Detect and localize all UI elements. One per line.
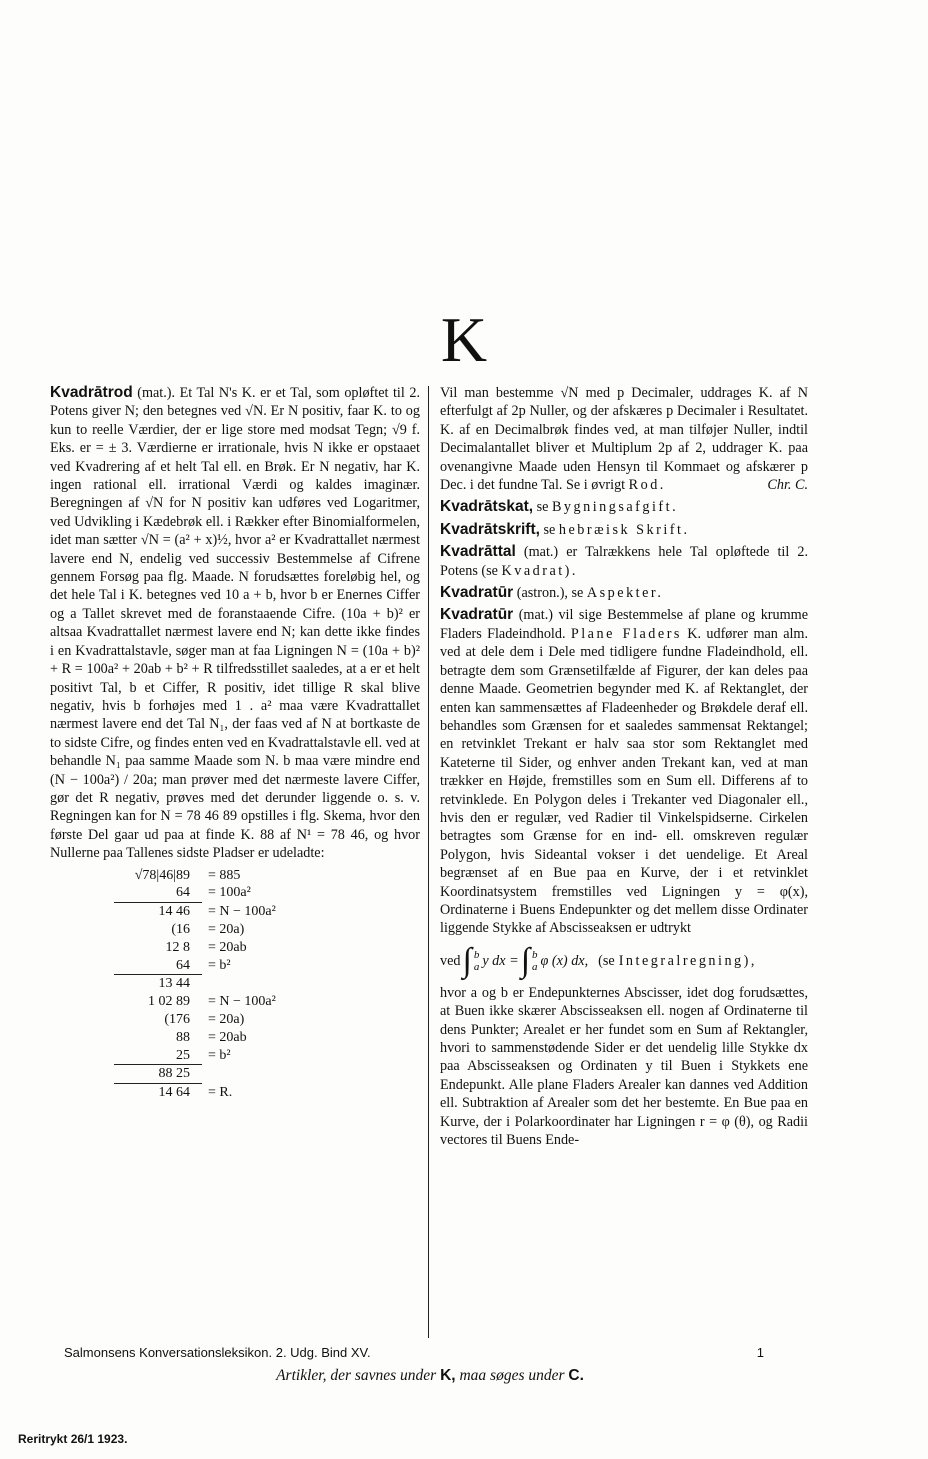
- headword: Kvadrātskat,: [440, 498, 534, 516]
- scheme-number: 88: [176, 1029, 190, 1045]
- footer-source: [64, 1345, 764, 1361]
- article-kvadratskat: [440, 498, 808, 516]
- cross-reference: Plane Fladers: [570, 625, 682, 642]
- scheme-meaning: [202, 1065, 208, 1084]
- reprint-mark: Reritrykt 26/1 1923.: [18, 1432, 128, 1446]
- headword: Kvadratūr: [440, 584, 514, 602]
- formula-lhs: y dx =: [482, 952, 519, 969]
- column-divider: [428, 386, 429, 1338]
- scheme-row: [114, 1065, 420, 1084]
- headword: Kvadrātrod: [50, 384, 133, 401]
- cross-reference[interactable]: Aspekter.: [586, 585, 664, 602]
- scheme-row: [114, 957, 420, 976]
- scheme-number: 64: [114, 884, 202, 903]
- scheme-row: [114, 884, 420, 903]
- headword: Kvadrātskrift,: [440, 520, 540, 538]
- article-text: (mat.). Et Tal N's K. er et Tal, som opløftet til 2. Potens giver N; den betegnes ved √N. Er N positiv, faar K. to og kun to reelle Værdier, der er lige store med modsat Tegn; √9 f. Eks. er = ± 3. Værdierne er irrationale, hvis N ikke er opstaaet ved Kvadrering af et helt Tal ell. en Brøk. Er N negativ, har K. ingen rational ell. irrational Værdi og kaldes imaginær. Beregningen af √N for N positiv kan udføres ved Logaritmer, ved Udvikling i Kædebrøk ell. i Rækker efter Binomialformelen, idet man sætter √N = (a² + x)½, hvor a² er Kvadrattallet nærmest lavere end N, endelig ved successiv Bestemmelse af Cifrene gennem Forsøg paa flg. Maade. N forudsættes foreløbig hel, og det hele Tal i K. betegnes ved 10 a + b, hvor b er Enernes Ciffer og a Tallet skrevet med de foranstaaende Cifre. (10a + b)² er altsaa Kvadrattallet nærmest lavere end N; kan dette ikke findes i en Kvadrattalstavle, søger man at faa Ligningen N = (10a + b)² + R = 100a² + 20ab + b² + R tilfredsstillet saaledes, at a er et helt positivt Tal, b et Ciffer, R positiv, idet tillige R skal blive negativ, hvis b forhøjes med 1 . a² maa være Kvadrattallet nærmest lavere end det Tal N₁, der faas ved af N at bortkaste de to sidste Cifre, og findes enten ved en Kvadrattalstavle ell. ved at behandle N₁ paa samme Maade som N. b maa være mindre end (N − 100a²) / 20a; man prøver med det nærmeste lavere Ciffer, gør det R negativ, prøves med det derunder liggende o. s. v. Regningen kan for N = 78 46 89 opstilles i flg. Skema, hvor den første Del gaar ud paa at finde K. 88 af N¹ = 78 46, og hvor Nullerne paa Tallenes sidste Pladser er udeladte:: [50, 385, 420, 862]
- scheme-row: [114, 1029, 420, 1047]
- article-text: se: [539, 521, 556, 538]
- lower-limit: a: [473, 960, 480, 973]
- scheme-meaning: = b²: [208, 1047, 231, 1063]
- article-text: Vil man bestemme √N med p Decimaler, uddrages K. af N efterfulgt af 2p Nuller, og der afskæres p Decimaler i Resultatet. K. af en Decimalbrøk findes ved, at man tilføjer Nuller, indtil Decimalantallet bliver et Multiplum 2p af 2, uddrager K. paa ovenangivne Maade uden Hensyn til Kommaet og afskærer p Dec. i det fundne Tal. Se i øvrigt: [440, 385, 808, 494]
- note-letter: C.: [568, 1367, 584, 1384]
- cross-reference[interactable]: Kvadrat).: [501, 562, 578, 579]
- article-kvadrattal: [440, 543, 808, 580]
- footer-note: [0, 1366, 860, 1386]
- scheme-number: 13 44: [158, 976, 190, 992]
- scheme-meaning: [202, 975, 208, 993]
- article-kvadratur-astron: [440, 584, 808, 602]
- formula-text: ved: [440, 952, 461, 969]
- scheme-row: [114, 939, 420, 957]
- scheme-meaning: = N − 100a²: [208, 994, 276, 1010]
- article-text: (astron.), se: [513, 585, 584, 602]
- scheme-meaning: = 20ab: [208, 939, 247, 955]
- author-signature: Chr. C.: [767, 477, 808, 494]
- article-text: K. udfører man alm. ved at dele dem i Dele med tidligere fundne Fladeindhold, ell. betragte dem som Grænsetilfælde af Figurer, der kan deles paa denne Maade. Geometrien begynder med K. af Rektanglet, der enten kan sammensættes af Fladeenheder og Brøkdele deraf ell. behandles som Grænsen for et saaledes sammensat Rektangel; en retvinklet Trekant er halv saa stor som Rektanglet med Kateterne til Sider, og enhver anden Trekant kan, ved at man trækker en Højde, fremstilles som en Sum ell. Differens af to retvinklede. En Polygon deles i Trekanter ved Diagonaler ell., hvis den er regulær, ved Radier til Vinkelspidserne. Cirkelen betragtes som Grænse for en ind- ell. omskreven regulær Polygon, hvis Sideantal vokser i det uendelige. Et Areal begrænset af en Bue paa en Kurve, der i et retvinklet Koordinatsystem fremstilles ved Ligningen y = φ(x), Ordinaterne i Buens Endepunkter og det mellem disse Ordinater liggende Stykke af Abscisseaksen er udtrykt: [440, 625, 809, 937]
- scheme-number: 64: [114, 957, 202, 976]
- upper-limit: b: [532, 948, 538, 961]
- note-text: maa søges under: [459, 1367, 565, 1384]
- scheme-number: 1 02 89: [148, 994, 190, 1010]
- scheme-meaning: = b²: [208, 957, 231, 973]
- lower-limit: a: [532, 960, 538, 973]
- article-continuation: [440, 384, 808, 494]
- scheme-number: (16: [171, 921, 190, 937]
- scheme-meaning: = 885: [208, 867, 241, 883]
- scheme-meaning: = N − 100a²: [208, 904, 276, 920]
- article-text: (mat.) vil sige Bestemmelse af plane og krumme Fladers Fladeindhold.: [440, 607, 808, 642]
- formula-rhs: φ (x) dx,: [540, 952, 589, 969]
- scheme-row: [114, 1011, 420, 1029]
- scheme-row: [114, 921, 420, 939]
- article-kvadratur-mat: [440, 606, 808, 937]
- cross-reference[interactable]: Bygningsafgift.: [551, 499, 679, 516]
- integral-formula: [440, 941, 808, 979]
- headword: Kvadratūr: [440, 606, 514, 624]
- scheme-number: 14 46: [158, 904, 190, 920]
- formula-text: (se: [598, 952, 615, 969]
- headword: Kvadrāttal: [440, 543, 516, 561]
- cross-reference[interactable]: Rod.: [628, 477, 666, 494]
- scheme-number: 14 64: [158, 1085, 190, 1101]
- article-text-continued: hvor a og b er Endepunkternes Abscisser, idet dog forudsættes, at Buen ikke skærer Abscisseaksen ell. nogen af Ordinaterne til dens Punkter; Arealet er her fundet som en Sum af Rektangler, hvori to sammenstødende Sider er det uendelig lille Stykke dx paa Abscisseaksen og Ordinaten y til Buen i Stykkets ene Endepunkt. Alle plane Fladers Arealer kan dannes ved Addition ell. Subtraktion af Arealer som det her bestemte. En Bue paa en Kurve, der i Polarkoordinater har Ligningen r = φ (θ), og Radii vectores til Buens Ende-: [440, 984, 808, 1149]
- scheme-number: (176: [164, 1011, 190, 1027]
- integral-icon: ∫: [462, 941, 472, 979]
- article-kvadratskrift: [440, 521, 808, 539]
- scheme-row: [114, 993, 420, 1011]
- scheme-row: [114, 867, 420, 885]
- source-citation: Salmonsens Konversationsleksikon. 2. Udg. Bind XV.: [64, 1345, 371, 1360]
- scheme-meaning: = R.: [208, 1085, 233, 1101]
- left-column: [50, 384, 420, 1102]
- page-number: 1: [756, 1345, 764, 1360]
- integral-icon: ∫: [520, 941, 531, 979]
- scheme-row: [114, 975, 420, 993]
- section-letter: K: [440, 304, 488, 375]
- scheme-number: 12 8: [165, 939, 190, 955]
- scheme-meaning: = 20a): [208, 921, 245, 937]
- scheme-meaning: = 20ab: [208, 1029, 247, 1045]
- scheme-meaning: = 20a): [208, 1011, 245, 1027]
- cross-reference[interactable]: hebræisk Skrift.: [558, 521, 690, 538]
- scheme-meaning: = 100a²: [208, 885, 251, 901]
- scheme-number: √78|46|89: [134, 867, 190, 883]
- cross-reference[interactable]: Integralregning),: [618, 952, 757, 969]
- calculation-scheme: [114, 867, 420, 1102]
- note-letter: K,: [440, 1367, 456, 1384]
- scheme-row: [114, 1047, 420, 1066]
- right-column: [440, 384, 808, 1149]
- scheme-number: 88 25: [114, 1065, 202, 1084]
- article-text: (mat.) er Talrækkens hele Tal opløftede til 2. Potens (se: [440, 544, 808, 579]
- article-kvadratrod: [50, 384, 420, 863]
- scheme-row: [114, 903, 420, 921]
- article-text: se: [533, 499, 549, 516]
- note-text: Artikler, der savnes under: [276, 1367, 437, 1384]
- scheme-row: [114, 1084, 420, 1102]
- upper-limit: b: [473, 948, 480, 961]
- scheme-number: 25: [114, 1047, 202, 1066]
